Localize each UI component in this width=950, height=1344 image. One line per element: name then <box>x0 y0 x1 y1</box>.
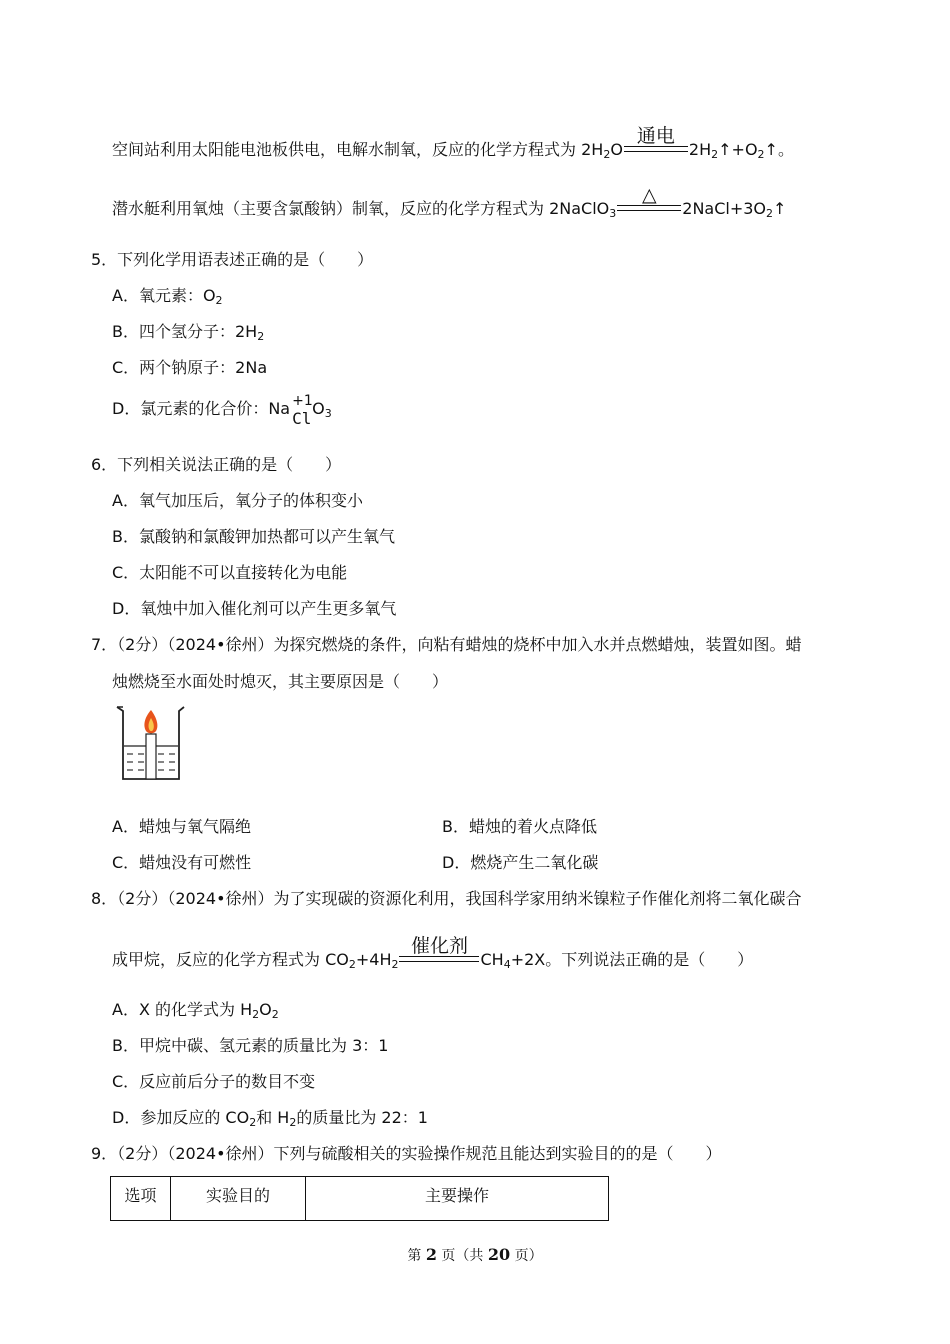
q7-stem-line1: 7．（2分）（2024•徐州）为探究燃烧的条件，向粘有蜡烛的烧杯中加入水并点燃蜡烛，装置如图。蜡 <box>91 635 802 654</box>
q6-stem: 6．下列相关说法正确的是（ ） <box>91 455 342 474</box>
table-header-purpose: 实验目的 <box>171 1177 306 1221</box>
reaction-condition-heat: △ <box>617 199 681 219</box>
q9-stem: 9．（2分）（2024•徐州）下列与硫酸相关的实验操作规范且能达到实验目的的是（ ） <box>91 1144 722 1163</box>
q8-option-c[interactable]: C．反应前后分子的数目不变 <box>112 1072 316 1091</box>
q6-option-d[interactable]: D．氧烛中加入催化剂可以产生更多氧气 <box>112 599 397 618</box>
page-footer: 第 2 页（共 20 页） <box>407 1245 543 1264</box>
total-page-count: 20 <box>487 1245 511 1264</box>
valence-notation: +1 Cl <box>292 393 313 428</box>
beaker-candle-figure <box>114 704 186 782</box>
q6-option-c[interactable]: C．太阳能不可以直接转化为电能 <box>112 563 348 582</box>
table-header-operation: 主要操作 <box>306 1177 609 1221</box>
table-header-option: 选项 <box>111 1177 171 1221</box>
q7-option-d[interactable]: D．燃烧产生二氧化碳 <box>442 853 599 872</box>
q8-option-a[interactable]: A．X 的化学式为 $H_2O_2$ <box>112 1000 279 1021</box>
q5-option-b[interactable]: B．四个氢分子：$2H_2$ <box>112 322 265 343</box>
q8-stem-line1: 8．（2分）（2024•徐州）为了实现碳的资源化利用，我国科学家用纳米镍粒子作催化剂将二氧化碳合 <box>91 889 802 908</box>
reaction-condition-electricity: 通电 <box>624 140 688 160</box>
q8-option-b[interactable]: B．甲烷中碳、氢元素的质量比为 3：1 <box>112 1036 389 1055</box>
q7-option-a[interactable]: A．蜡烛与氧气隔绝 <box>112 817 251 836</box>
intro-equation-oxygen-candle: 潜水艇利用氧烛（主要含氯酸钠）制氧，反应的化学方程式为 2NaClO$_3$ △ $2NaCl+3O_2↑$ <box>112 184 787 220</box>
q7-stem-line2: 烛燃烧至水面处时熄灭，其主要原因是（ ） <box>112 672 449 691</box>
q5-option-c[interactable]: C．两个钠原子：2Na <box>112 358 268 377</box>
q5-stem: 5．下列化学用语表述正确的是（ ） <box>91 250 374 269</box>
q6-option-a[interactable]: A．氧气加压后，氧分子的体积变小 <box>112 491 363 510</box>
q5-option-a[interactable]: A．氧元素：$O_2$ <box>112 286 223 307</box>
current-page-number: 2 <box>425 1245 437 1264</box>
q9-options-table <box>110 1176 609 1221</box>
q6-option-b[interactable]: B．氯酸钠和氯酸钾加热都可以产生氧气 <box>112 527 395 546</box>
q5-option-d[interactable]: D．氯元素的化合价：Na +1 Cl $O_3$ <box>112 393 332 428</box>
q7-option-c[interactable]: C．蜡烛没有可燃性 <box>112 853 252 872</box>
q8-option-d[interactable]: D．参加反应的 $CO_2$和 $H_2$的质量比为 22：1 <box>112 1108 428 1129</box>
q8-stem-line2: 成甲烷，反应的化学方程式为 $CO_2+4H_2$ 催化剂 $CH_4+2X$。下列说法正确的是（ ） <box>112 935 754 971</box>
q7-option-b[interactable]: B．蜡烛的着火点降低 <box>442 817 597 836</box>
reaction-condition-catalyst: 催化剂 <box>399 950 479 970</box>
table-header-row <box>111 1177 609 1221</box>
intro-equation-electrolysis: 空间站利用太阳能电池板供电，电解水制氧，反应的化学方程式为 $2H_2O$ 通电 $2H_2↑+O_2↑$。 <box>112 125 794 161</box>
